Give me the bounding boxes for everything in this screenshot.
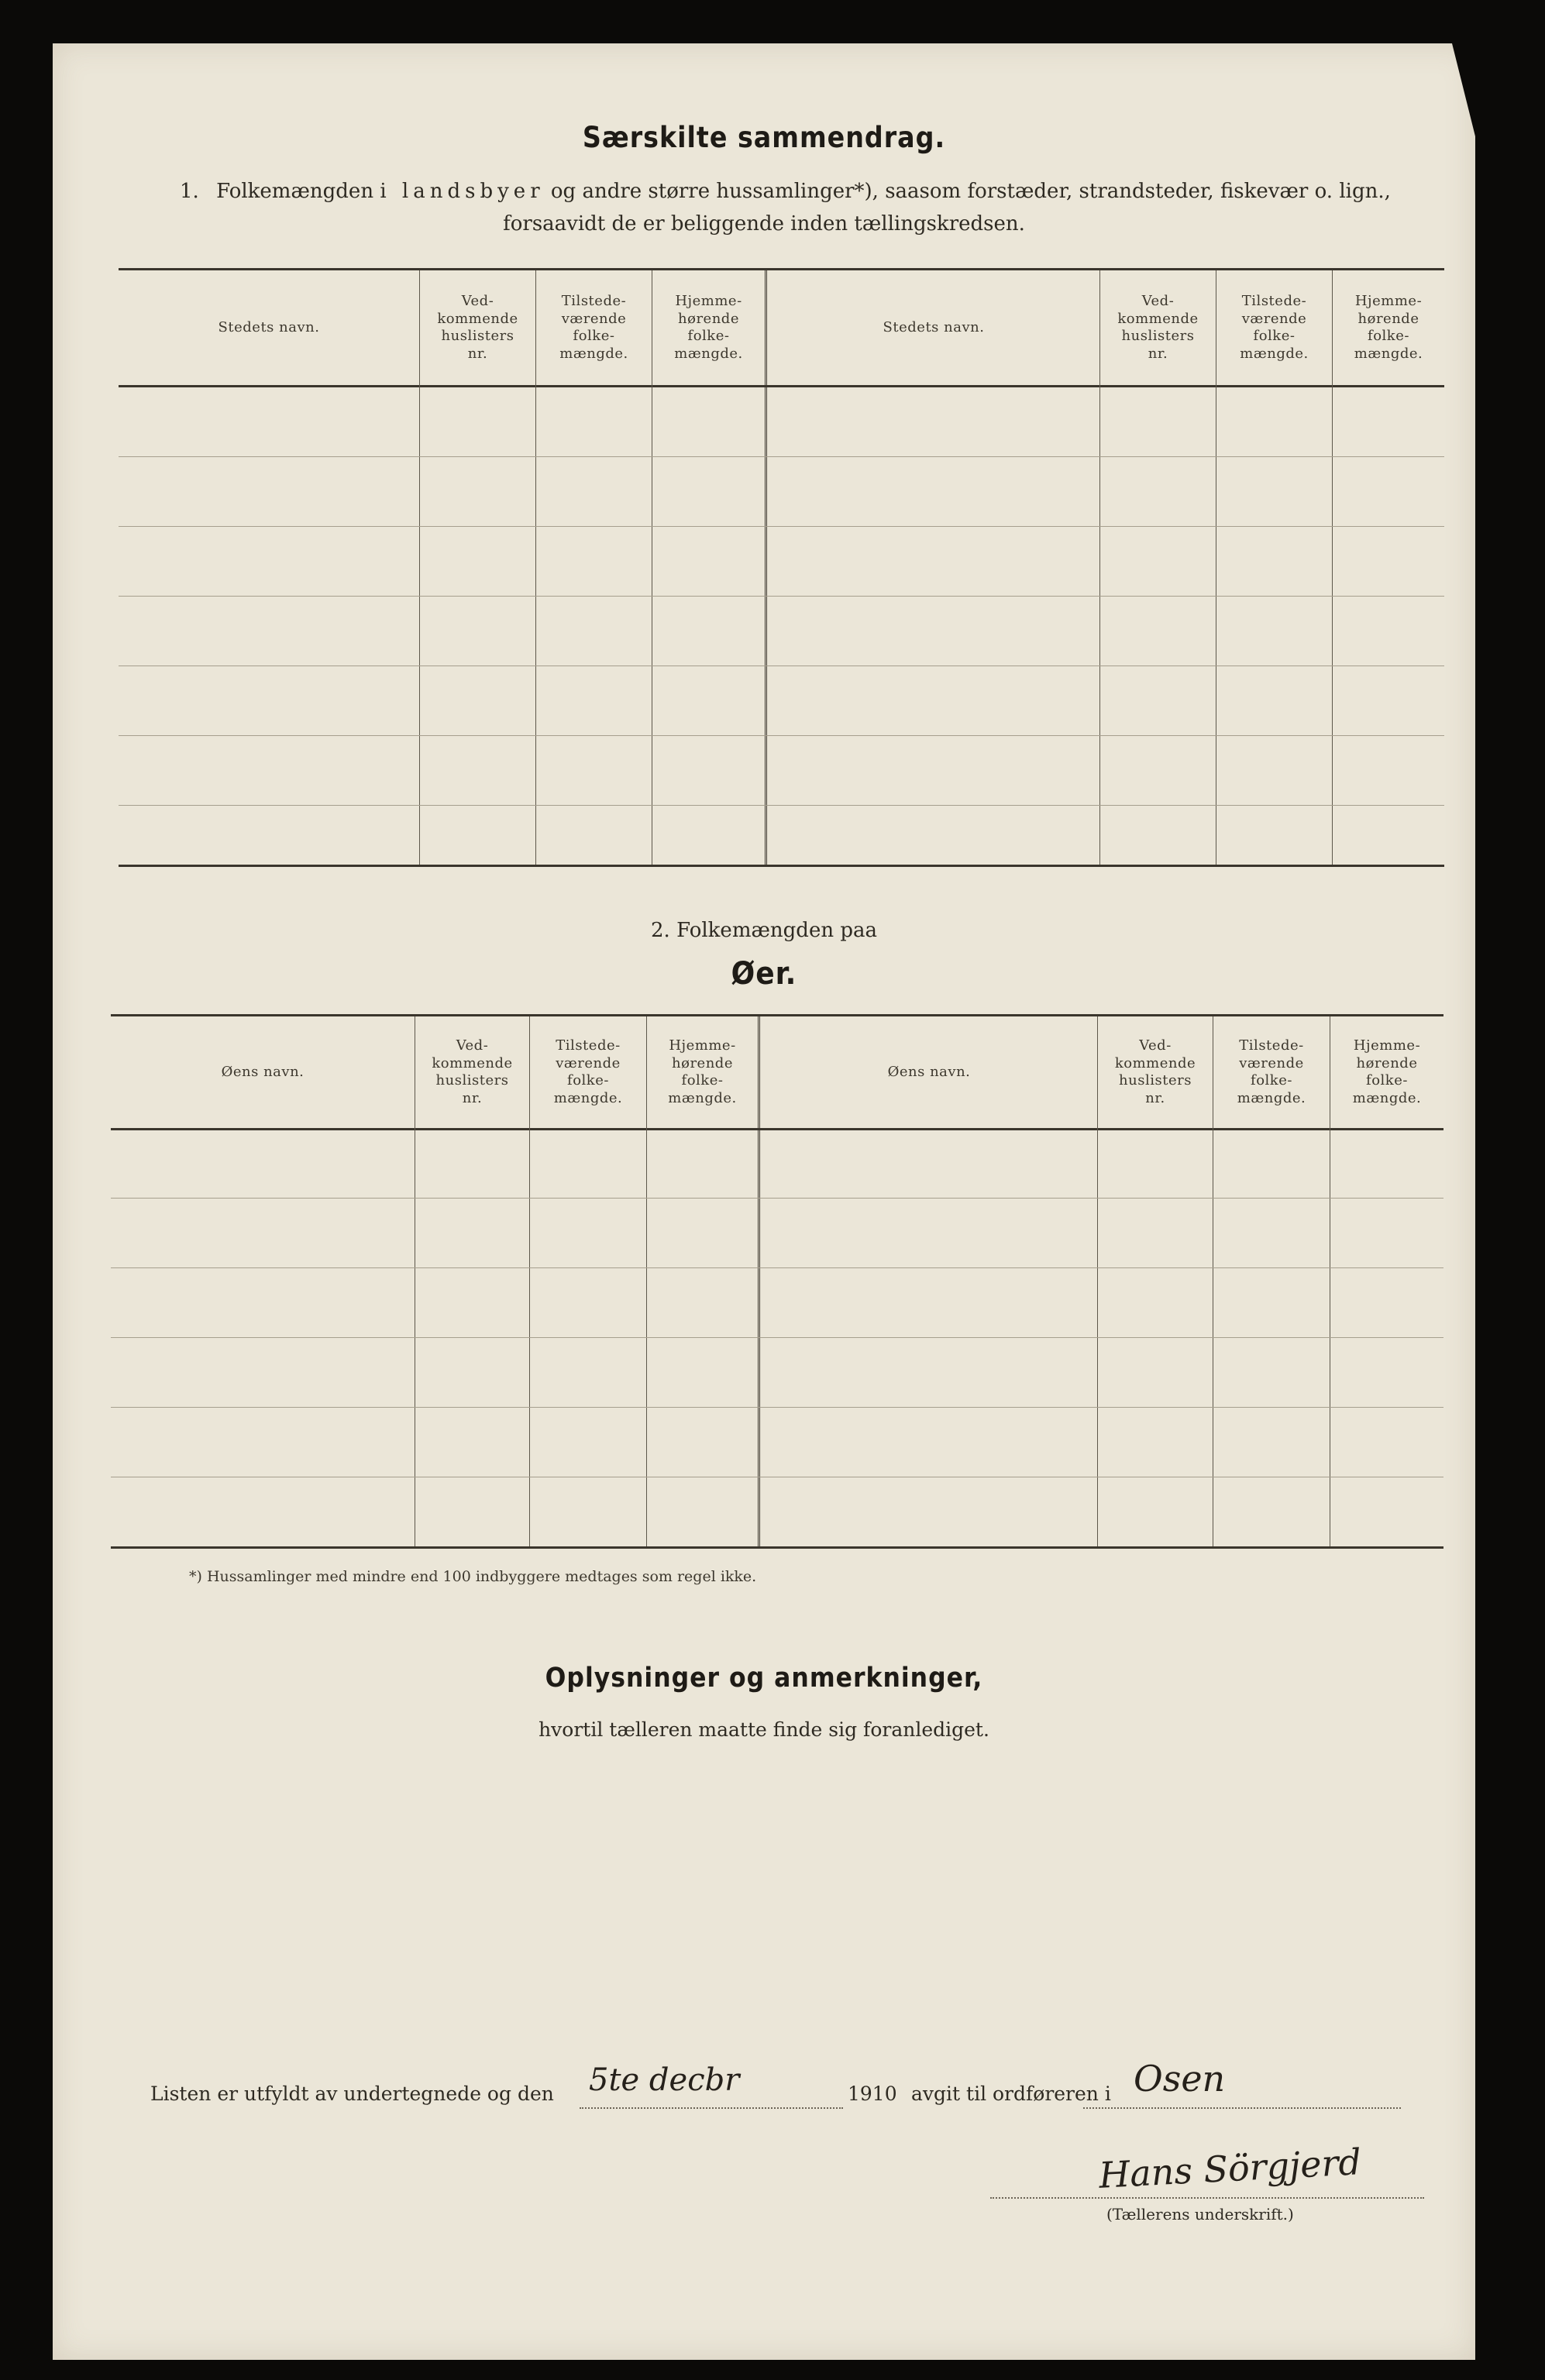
- section1-number: 1.: [180, 180, 199, 203]
- signature-caption: (Tællerens underskrift.): [1106, 2205, 1294, 2224]
- section2-line1: 2. Folkemængden paa: [651, 919, 877, 942]
- table2-header-huslister: Ved- kommende huslisters nr.: [432, 1037, 513, 1106]
- table1-center-divider: [765, 270, 767, 865]
- table2-row-line: [111, 1198, 1443, 1199]
- section1-text-c: og andre større hussamlinger*), saasom forstæder, strandsteder, fiskevær o. lign.,: [550, 180, 1391, 203]
- section1-line2: forsaavidt de er beliggende inden tællingskredsen.: [503, 212, 1025, 236]
- table1-header-huslister: Ved- kommende huslisters nr.: [1117, 293, 1199, 362]
- section1-text-b: i landsbyer: [380, 180, 545, 203]
- remarks-heading: Oplysninger og anmerkninger,: [545, 1663, 983, 1694]
- signoff-prefix: Listen er utfyldt av undertegnede og den: [150, 2082, 554, 2105]
- section1-text-a: Folkemængden: [216, 180, 374, 203]
- section1-intro: [180, 180, 1391, 203]
- table1-bottom-rule: [119, 865, 1444, 867]
- table2-center-divider: [758, 1016, 760, 1546]
- table2-header-rule: [111, 1128, 1443, 1130]
- table1-row-line: [119, 735, 1444, 736]
- table1-header-hjemme: Hjemme- hørende folke- mængde.: [1354, 293, 1423, 362]
- footnote: *) Hussamlinger med mindre end 100 indbyggere medtages som regel ikke.: [189, 1568, 757, 1585]
- table1-header-name: Stedets navn.: [883, 318, 985, 335]
- table1-header-hjemme: Hjemme- hørende folke- mængde.: [674, 293, 743, 362]
- table2-header-hjemme: Hjemme- hørende folke- mængde.: [1352, 1037, 1422, 1106]
- table1-top-rule: [119, 268, 1444, 270]
- place-handwritten: Osen: [1134, 2058, 1226, 2100]
- signoff-year: 1910: [848, 2082, 897, 2105]
- table1-header-tilstede: Tilstede- værende folke- mængde.: [559, 293, 628, 362]
- date-field-line: [580, 2107, 843, 2109]
- table2-header-name: Øens navn.: [221, 1063, 305, 1080]
- table2-header-tilstede: Tilstede- værende folke- mængde.: [1237, 1037, 1306, 1106]
- signature-handwritten: Hans Sörgjerd: [1097, 2141, 1363, 2196]
- signoff-middle: avgit til ordføreren i: [911, 2082, 1111, 2105]
- table1-header-name: Stedets navn.: [218, 318, 320, 335]
- census-page: [53, 43, 1475, 2360]
- signature-line: [990, 2197, 1424, 2199]
- table2-bottom-rule: [111, 1546, 1443, 1549]
- place-field-line: [1083, 2107, 1401, 2109]
- table2-top-rule: [111, 1014, 1443, 1016]
- table1-header-rule: [119, 385, 1444, 387]
- table2-header-hjemme: Hjemme- hørende folke- mængde.: [668, 1037, 737, 1106]
- date-handwritten: 5te decbr: [589, 2062, 740, 2098]
- table1-row-line: [119, 526, 1444, 527]
- table2-row-line: [111, 1407, 1443, 1408]
- table2-row-line: [111, 1337, 1443, 1338]
- table2-row-line: [111, 1267, 1443, 1268]
- table1-header-tilstede: Tilstede- værende folke- mængde.: [1240, 293, 1309, 362]
- table2-header-huslister: Ved- kommende huslisters nr.: [1114, 1037, 1196, 1106]
- section2-heading: Øer.: [731, 956, 797, 992]
- table2-header-name: Øens navn.: [887, 1063, 971, 1080]
- table2-header-tilstede: Tilstede- værende folke- mængde.: [553, 1037, 623, 1106]
- page-title: Særskilte sammendrag.: [582, 121, 946, 154]
- table1-row-line: [119, 456, 1444, 457]
- table1-row-line: [119, 805, 1444, 806]
- table1-header-huslister: Ved- kommende huslisters nr.: [437, 293, 518, 362]
- remarks-subheading: hvortil tælleren maatte finde sig foranlediget.: [539, 1718, 989, 1741]
- table1-row-line: [119, 596, 1444, 597]
